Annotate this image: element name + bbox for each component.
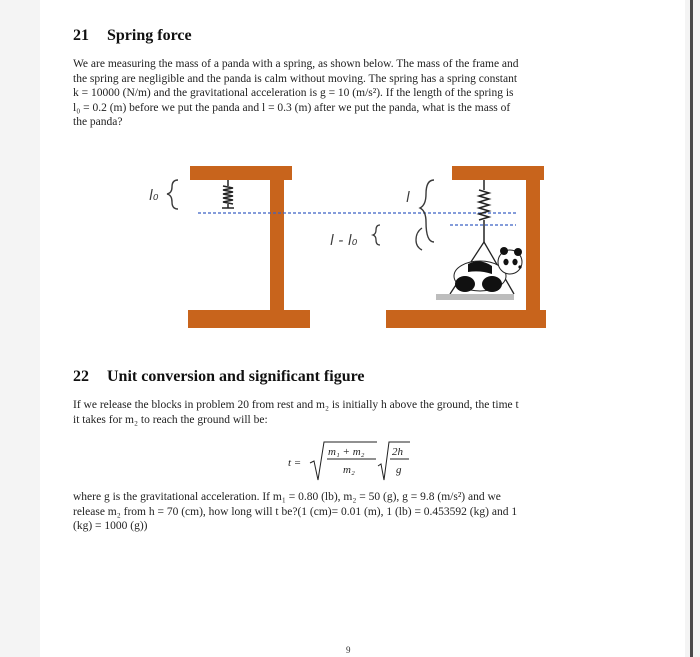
problem-21-line: k = 10000 (N/m) and the gravitational acceleration is g = 10 (m/s²). If the length of the spring is <box>73 87 514 100</box>
formula-lhs: t = <box>288 457 302 469</box>
right-frame <box>386 166 546 328</box>
l-label <box>406 180 434 242</box>
panda-icon <box>436 242 522 300</box>
problem-21-line: the spring are negligible and the panda is calm without moving. The spring has a spring constant <box>73 72 518 85</box>
problem-21-title: Spring force <box>107 27 192 44</box>
l-minus-l0-text: l - l₀ <box>330 233 358 249</box>
problem-22-text <box>73 490 643 534</box>
l0-label <box>149 180 178 209</box>
problem-22-intro-line: If we release the blocks in problem 20 from rest and m₂ is initially h above the ground, the time t <box>73 399 519 411</box>
time-formula <box>288 436 428 484</box>
l-minus-l0-label <box>330 225 422 250</box>
l-text: l <box>406 190 410 206</box>
scrollbar[interactable] <box>690 0 693 657</box>
left-spring <box>222 180 234 208</box>
problem-22-title: Unit conversion and significant figure <box>107 368 365 385</box>
problem-21-line: the panda? <box>73 116 123 129</box>
problem-22-line: release m₂ from h = 70 (cm), how long will t be?(1 (cm)= 0.01 (m), 1 (lb) = 0.453592 (kg) and 1 <box>73 505 518 518</box>
problem-21-line: We are measuring the mass of a panda with a spring, as shown below. The mass of the frame and <box>73 58 519 70</box>
problem-22-heading <box>73 368 365 386</box>
problem-21-line: l₀ = 0.2 (m) before we put the panda and l = 0.3 (m) after we put the panda, what is the mass of <box>73 101 511 114</box>
problem-22-intro <box>73 398 643 427</box>
l0-text: l₀ <box>149 188 159 204</box>
formula-num1: m₁ + m₂ <box>328 446 365 458</box>
formula-den2: g <box>396 464 402 476</box>
problem-21-text <box>73 57 643 130</box>
formula-den1: m₂ <box>343 464 355 476</box>
page-number: 9 <box>346 645 351 655</box>
left-frame <box>188 166 310 328</box>
problem-22-intro-line: it takes for m₂ to reach the ground will be: <box>73 413 268 426</box>
problem-21-heading <box>73 27 192 45</box>
problem-22-line: (kg) = 1000 (g)) <box>73 520 148 533</box>
right-spring <box>479 180 489 242</box>
document-page <box>40 0 685 657</box>
spring-panda-figure <box>40 150 685 340</box>
problem-22-number: 22 <box>73 368 89 385</box>
problem-22-line: where g is the gravitational acceleration. If m₁ = 0.80 (lb), m₂ = 50 (g), g = 9.8 (m/s²) and we <box>73 491 501 503</box>
problem-21-number: 21 <box>73 27 89 44</box>
formula-num2: 2h <box>392 446 403 458</box>
